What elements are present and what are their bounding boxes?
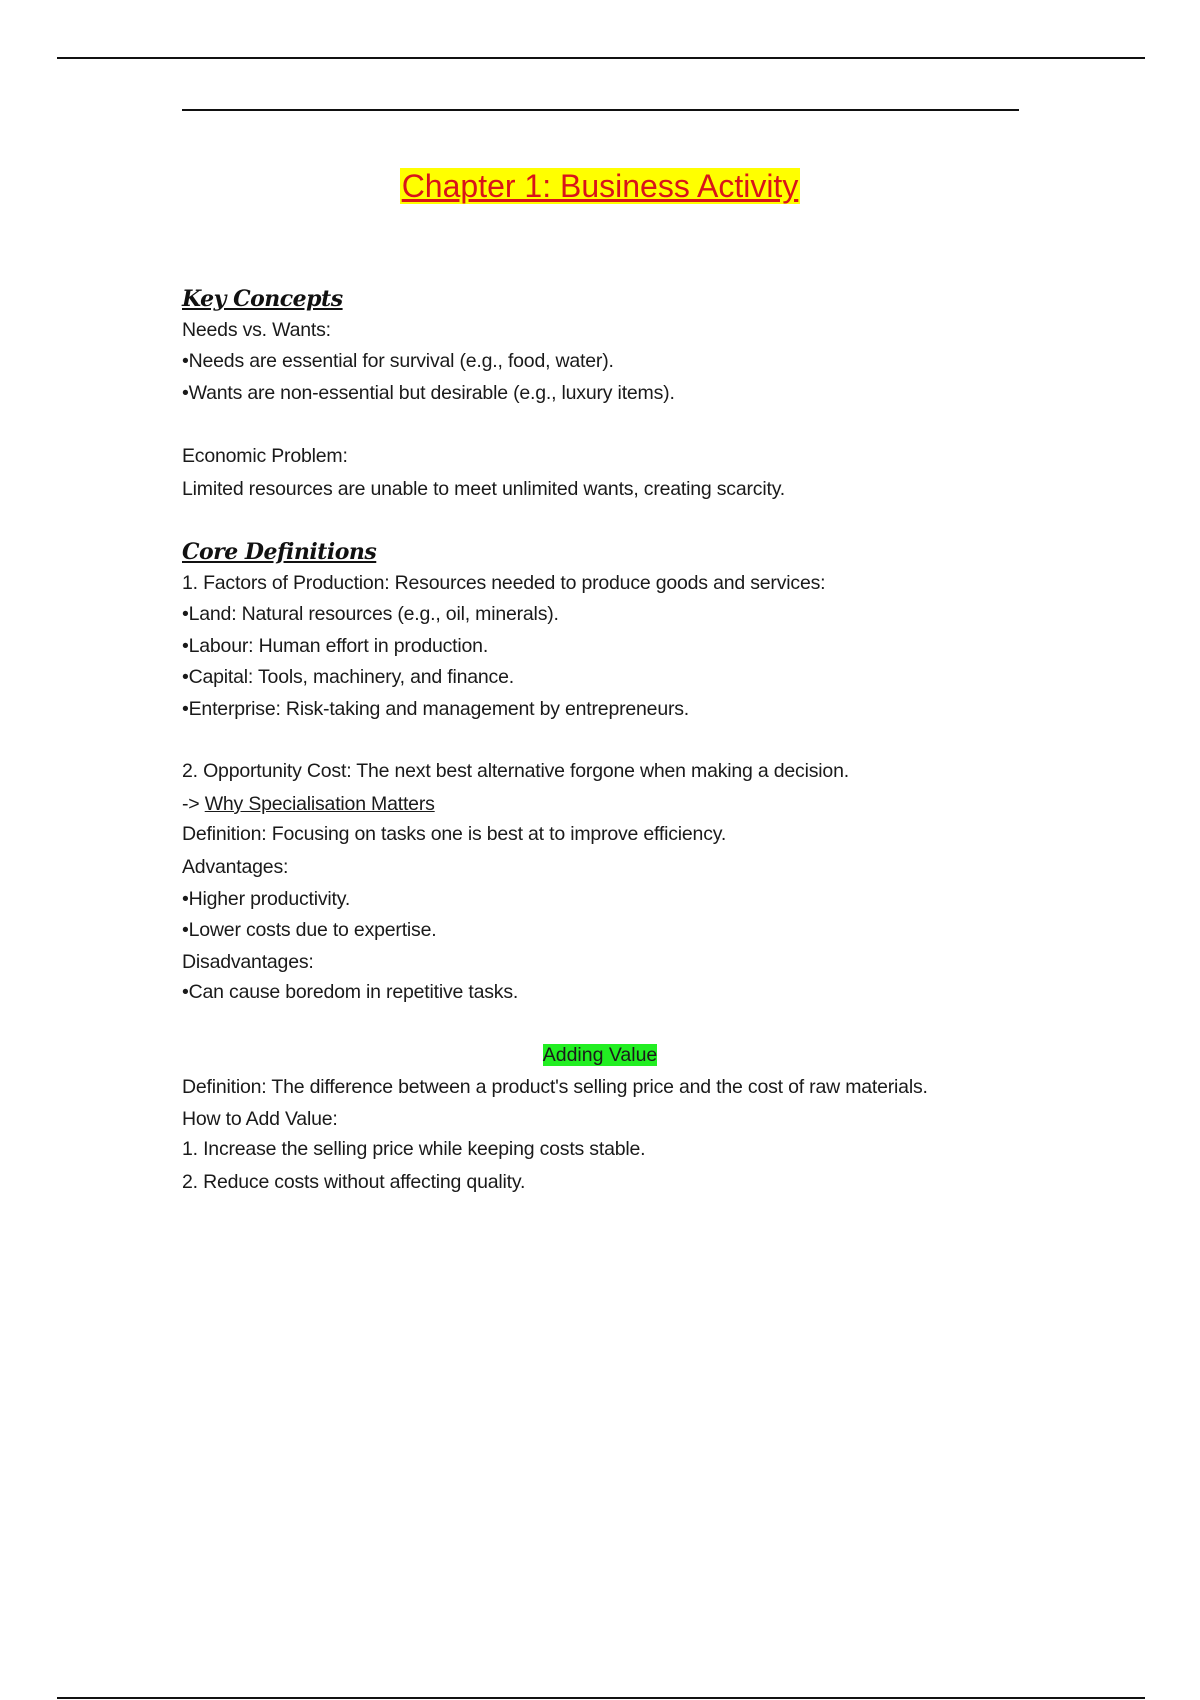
text-line: •Labour: Human effort in production. bbox=[182, 635, 489, 657]
text-line: •Land: Natural resources (e.g., oil, minerals). bbox=[182, 603, 559, 625]
text-line: •Needs are essential for survival (e.g., food, water). bbox=[182, 350, 614, 372]
page-title bbox=[0, 168, 1200, 205]
arrow-text: -> bbox=[182, 793, 205, 815]
text-line: •Enterprise: Risk-taking and management by entrepreneurs. bbox=[182, 698, 690, 720]
page-top-rule bbox=[57, 57, 1145, 59]
page-bottom-rule bbox=[57, 1697, 1145, 1699]
text-line: Economic Problem: bbox=[182, 445, 348, 467]
text-line: •Lower costs due to expertise. bbox=[182, 919, 437, 941]
adding-value-heading-text: Adding Value bbox=[542, 1044, 658, 1066]
text-line: •Capital: Tools, machinery, and finance. bbox=[182, 666, 514, 688]
core-definitions-heading: Core Definitions bbox=[182, 539, 377, 565]
text-line: 2. Reduce costs without affecting quality. bbox=[182, 1171, 526, 1193]
text-line: Definition: The difference between a product's selling price and the cost of raw materials. bbox=[182, 1076, 928, 1098]
adding-value-heading bbox=[0, 1044, 1200, 1067]
text-line: •Wants are non-essential but desirable (e.g., luxury items). bbox=[182, 382, 675, 404]
specialisation-heading: Why Specialisation Matters bbox=[204, 793, 435, 815]
text-line: 1. Factors of Production: Resources needed to produce goods and services: bbox=[182, 572, 826, 594]
text-line: Advantages: bbox=[182, 856, 289, 878]
text-line: Definition: Focusing on tasks one is best at to improve efficiency. bbox=[182, 823, 727, 845]
text-line: 2. Opportunity Cost: The next best alternative forgone when making a decision. bbox=[182, 760, 849, 782]
text-line: Needs vs. Wants: bbox=[182, 319, 331, 341]
text-line: •Can cause boredom in repetitive tasks. bbox=[182, 981, 519, 1003]
header-rule bbox=[182, 109, 1019, 111]
key-concepts-heading: Key Concepts bbox=[182, 286, 343, 312]
text-line: Disadvantages: bbox=[182, 951, 314, 973]
text-line: •Higher productivity. bbox=[182, 888, 351, 910]
text-line: How to Add Value: bbox=[182, 1108, 338, 1130]
text-line: Limited resources are unable to meet unlimited wants, creating scarcity. bbox=[182, 478, 786, 500]
specialisation-line bbox=[182, 792, 435, 816]
title-text: Chapter 1: Business Activity bbox=[401, 168, 799, 204]
text-line: 1. Increase the selling price while keeping costs stable. bbox=[182, 1138, 646, 1160]
